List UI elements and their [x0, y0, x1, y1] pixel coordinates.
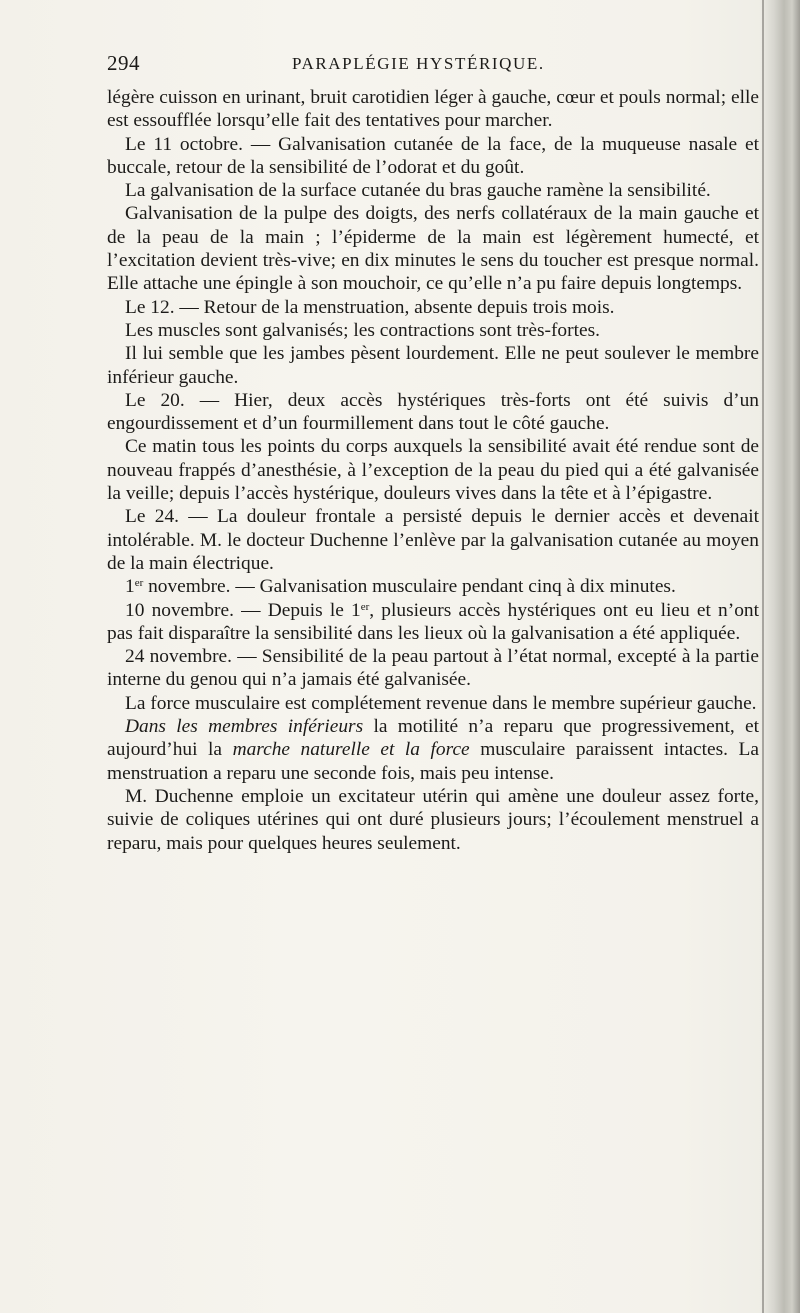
paragraph: [107, 389, 759, 436]
paragraph-text-lead: 10 novembre. — Depuis le 1: [125, 599, 361, 621]
paragraph: [107, 86, 759, 133]
paragraph-text: Le 11 octobre. — Galvanisation cutanée de la face, de la muqueuse nasale et buccale, retour de la sensibilité de l’odorat et du goût.: [107, 133, 759, 178]
paragraph-text: La galvanisation de la surface cutanée du bras gauche ramène la sensibilité.: [125, 180, 711, 202]
paragraph: [107, 179, 759, 202]
paragraph-text: La force musculaire est complétement revenue dans le membre supérieur gauche.: [125, 692, 757, 714]
page-gutter-shadow: [760, 0, 800, 1313]
paragraph: [107, 133, 759, 180]
paragraph: [107, 319, 759, 342]
paragraph-text: légère cuisson en urinant, bruit carotidien léger à gauche, cœur et pouls normal; elle est essoufflée lorsqu’elle fait des tentatives pour marcher.: [107, 87, 759, 132]
paragraph-text: Il lui semble que les jambes pèsent lourdement. Elle ne peut soulever le membre inférieur gauche.: [107, 343, 759, 388]
italic-phrase: marche naturelle et la force: [232, 739, 470, 761]
paragraph: [107, 715, 759, 785]
paragraph-text: , plusieurs accès hystériques ont eu lieu et n’ont pas fait disparaître la sensibilité dans les lieux où la galvanisation a été appliquée.: [107, 599, 759, 644]
paragraph-text: Galvanisation de la pulpe des doigts, des nerfs collatéraux de la main gauche et de la peau de la main ; l’épiderme de la main est légèrement humecté, et l’excitation devient très-vive; en dix minutes le sens du toucher est presque normal. Elle attache une épingle à son mouchoir, ce qu’elle n’a pu faire depuis longtemps.: [107, 203, 759, 295]
paragraph-text: Ce matin tous les points du corps auxquels la sensibilité avait été rendue sont de nouveau frappés d’anesthésie, à l’exception de la peau du pied qui a été galvanisée la veille; depuis l’accès hystérique, douleurs vives dans la tête et à l’épigastre.: [107, 436, 759, 505]
italic-phrase: Dans les membres inférieurs: [125, 716, 364, 738]
paragraph-text: la motilité n’a reparu que progressivement, et aujourd’hui la: [107, 716, 759, 761]
date-number: 1: [125, 576, 135, 598]
page-header: [107, 51, 759, 81]
paragraph-text: novembre. — Galvanisation musculaire pendant cinq à dix minutes.: [143, 576, 676, 598]
paragraph-text: Le 12. — Retour de la menstruation, absente depuis trois mois.: [125, 296, 615, 318]
paragraph: [107, 202, 759, 295]
paragraph: [107, 645, 759, 692]
paragraph-text: M. Duchenne emploie un excitateur utérin qui amène une douleur assez forte, suivie de coliques utérines qui ont duré plusieurs jours; l’écoulement menstruel a reparu, mais pour quelques heures seulement.: [107, 785, 759, 854]
paragraph: [107, 575, 759, 598]
paragraph: [107, 296, 759, 319]
paragraph: [107, 599, 759, 646]
ordinal-superscript: er: [360, 600, 370, 613]
paragraph-text: 24 novembre. — Sensibilité de la peau partout à l’état normal, excepté à la partie interne du genou qui n’a jamais été galvanisée.: [107, 646, 759, 691]
paragraph: [107, 435, 759, 505]
paragraph-text: Le 24. — La douleur frontale a persisté depuis le dernier accès et devenait intolérable. M. le docteur Duchenne l’enlève par la galvanisation cutanée au moyen de la main électrique.: [107, 506, 759, 574]
paragraph: [107, 342, 759, 389]
page-number: 294: [107, 51, 140, 75]
running-head: PARAPLÉGIE HYSTÉRIQUE.: [292, 54, 545, 73]
paragraph-text: Les muscles sont galvanisés; les contractions sont très-fortes.: [125, 319, 600, 341]
page-edge-line: [762, 0, 764, 1313]
paragraph-text: Le 20. — Hier, deux accès hystériques très-forts ont été suivis d’un engourdissement et d’un fourmillement dans tout le côté gauche.: [107, 389, 759, 435]
ordinal-superscript: er: [134, 577, 144, 590]
paragraph: [107, 785, 759, 855]
paragraph: [107, 505, 759, 575]
paragraph: [107, 692, 759, 715]
body-text: [107, 86, 759, 855]
paragraph-text: musculaire paraissent intactes. La menstruation a reparu une seconde fois, mais peu intense.: [107, 739, 759, 784]
